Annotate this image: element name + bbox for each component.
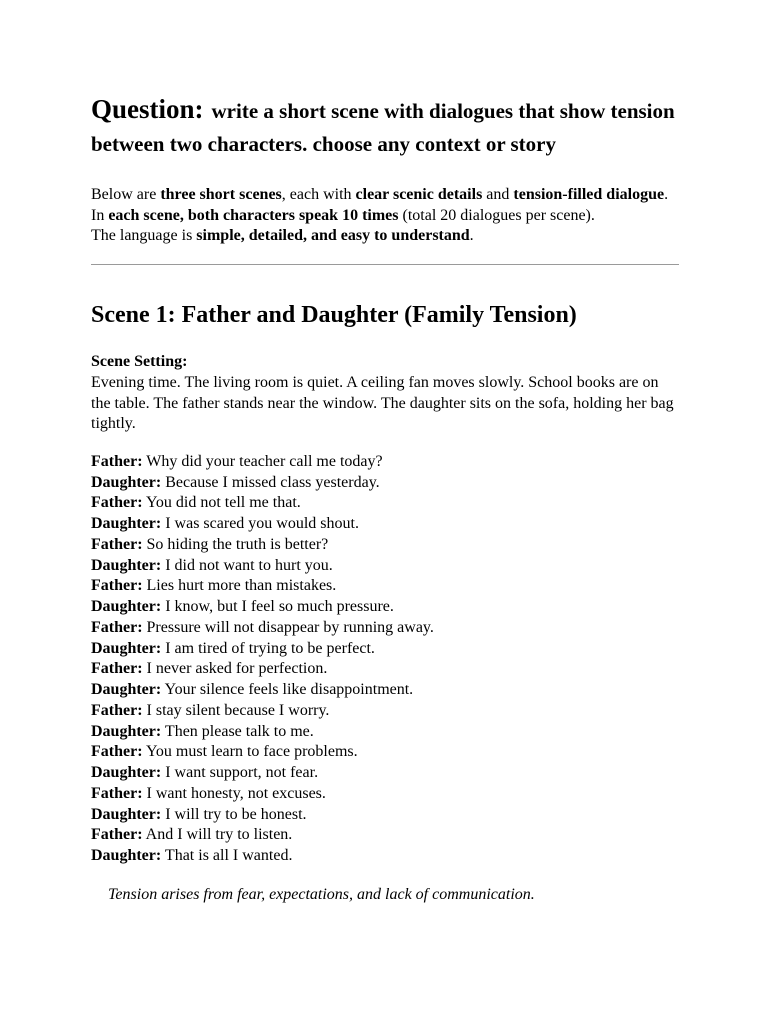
dialogue-speaker: Father: (91, 826, 143, 844)
intro-line-1 (91, 185, 681, 206)
intro-bold: clear scenic details (355, 186, 483, 203)
scene-setting-heading: Scene Setting: (91, 353, 188, 371)
dialogue-speaker: Daughter: (91, 639, 162, 657)
dialogue-text: And I will try to listen. (142, 826, 293, 844)
dialogue-line (91, 763, 681, 784)
dialogue-speaker: Father: (91, 618, 143, 636)
intro-bold: each scene, both characters speak 10 times (108, 206, 399, 224)
dialogue-line (91, 556, 681, 577)
intro-text: In (91, 206, 109, 224)
intro-text: Below are (91, 186, 161, 203)
dialogue-speaker: Daughter: (91, 681, 162, 699)
dialogue-text: Pressure will not disappear by running away. (142, 618, 434, 636)
dialogue-speaker: Daughter: (91, 556, 162, 574)
dialogue-speaker: Daughter: (91, 722, 162, 740)
scene-note: Tension arises from fear, expectations, and lack of communication. (108, 885, 535, 903)
dialogue-text: I was scared you would shout. (161, 515, 359, 533)
dialogue-line (91, 825, 681, 846)
intro-text: . (469, 227, 474, 245)
scene-setting-text: Evening time. The living room is quiet. A ceiling fan moves slowly. School books are on the table. The father stands near the window. The daughter sits on the sofa, holding her bag tightly. (91, 373, 674, 433)
dialogue-speaker: Daughter: (91, 764, 162, 782)
intro-text: (total 20 dialogues per scene). (398, 206, 595, 224)
intro-text: , each with (281, 186, 356, 203)
dialogue-speaker: Father: (91, 660, 143, 678)
dialogue-text: So hiding the truth is better? (142, 535, 329, 553)
question-heading (91, 93, 681, 159)
dialogue-text: I did not want to hurt you. (161, 556, 333, 574)
intro-text: The language is (91, 227, 197, 245)
dialogue-text: Then please talk to me. (161, 722, 314, 740)
intro-line-3 (91, 226, 681, 247)
question-label: Question: (91, 94, 204, 124)
dialogue-text: That is all I wanted. (161, 847, 293, 865)
intro-paragraph (91, 185, 681, 247)
dialogue-line (91, 618, 681, 639)
dialogue-text: I stay silent because I worry. (142, 701, 330, 719)
dialogue-line (91, 784, 681, 805)
dialogue-line (91, 452, 681, 473)
intro-text: . (664, 186, 669, 203)
dialogue-speaker: Daughter: (91, 847, 162, 865)
dialogue-line (91, 722, 681, 743)
dialogue-line (91, 493, 681, 514)
dialogue-speaker: Father: (91, 701, 143, 719)
dialogue-speaker: Daughter: (91, 598, 162, 616)
dialogue-text: I will try to be honest. (161, 805, 307, 823)
intro-bold: tension-filled dialogue (513, 186, 665, 203)
dialogue-text: I want honesty, not excuses. (142, 784, 326, 802)
dialogue-text: I am tired of trying to be perfect. (161, 639, 375, 657)
question-text: write a short scene with dialogues that show tension between two characters. choose any context or story (91, 99, 675, 156)
dialogue-text: Lies hurt more than mistakes. (142, 577, 337, 595)
dialogue-line (91, 742, 681, 763)
dialogue-line (91, 846, 681, 867)
document-content (91, 93, 681, 905)
dialogue-speaker: Father: (91, 452, 143, 470)
dialogue-line (91, 535, 681, 556)
dialogue-line (91, 597, 681, 618)
dialogue-text: Because I missed class yesterday. (161, 473, 380, 491)
dialogue-speaker: Daughter: (91, 515, 162, 533)
dialogue-speaker: Father: (91, 577, 143, 595)
intro-bold: simple, detailed, and easy to understand (196, 227, 470, 245)
intro-line-2 (91, 206, 681, 227)
dialogue-text: You must learn to face problems. (142, 743, 358, 761)
dialogue-speaker: Father: (91, 784, 143, 802)
dialogue-text: I know, but I feel so much pressure. (161, 598, 394, 616)
dialogue-text: Your silence feels like disappointment. (161, 681, 414, 699)
dialogue-line (91, 701, 681, 722)
dialogue-text: Why did your teacher call me today? (142, 452, 383, 470)
dialogue-speaker: Daughter: (91, 473, 162, 491)
scene-title: Scene 1: Father and Daughter (Family Tension) (91, 302, 577, 329)
horizontal-divider (91, 264, 679, 265)
intro-text: and (482, 186, 514, 203)
dialogue-text: You did not tell me that. (142, 494, 301, 512)
dialogue-list (91, 452, 681, 867)
dialogue-text: I never asked for perfection. (142, 660, 328, 678)
dialogue-line (91, 639, 681, 660)
dialogue-speaker: Father: (91, 535, 143, 553)
dialogue-text: I want support, not fear. (161, 764, 319, 782)
intro-bold: three short scenes (160, 186, 282, 203)
dialogue-line (91, 473, 681, 494)
dialogue-speaker: Father: (91, 494, 143, 512)
dialogue-line (91, 576, 681, 597)
dialogue-line (91, 680, 681, 701)
dialogue-speaker: Father: (91, 743, 143, 761)
dialogue-line (91, 805, 681, 826)
dialogue-line (91, 659, 681, 680)
dialogue-speaker: Daughter: (91, 805, 162, 823)
dialogue-line (91, 514, 681, 535)
